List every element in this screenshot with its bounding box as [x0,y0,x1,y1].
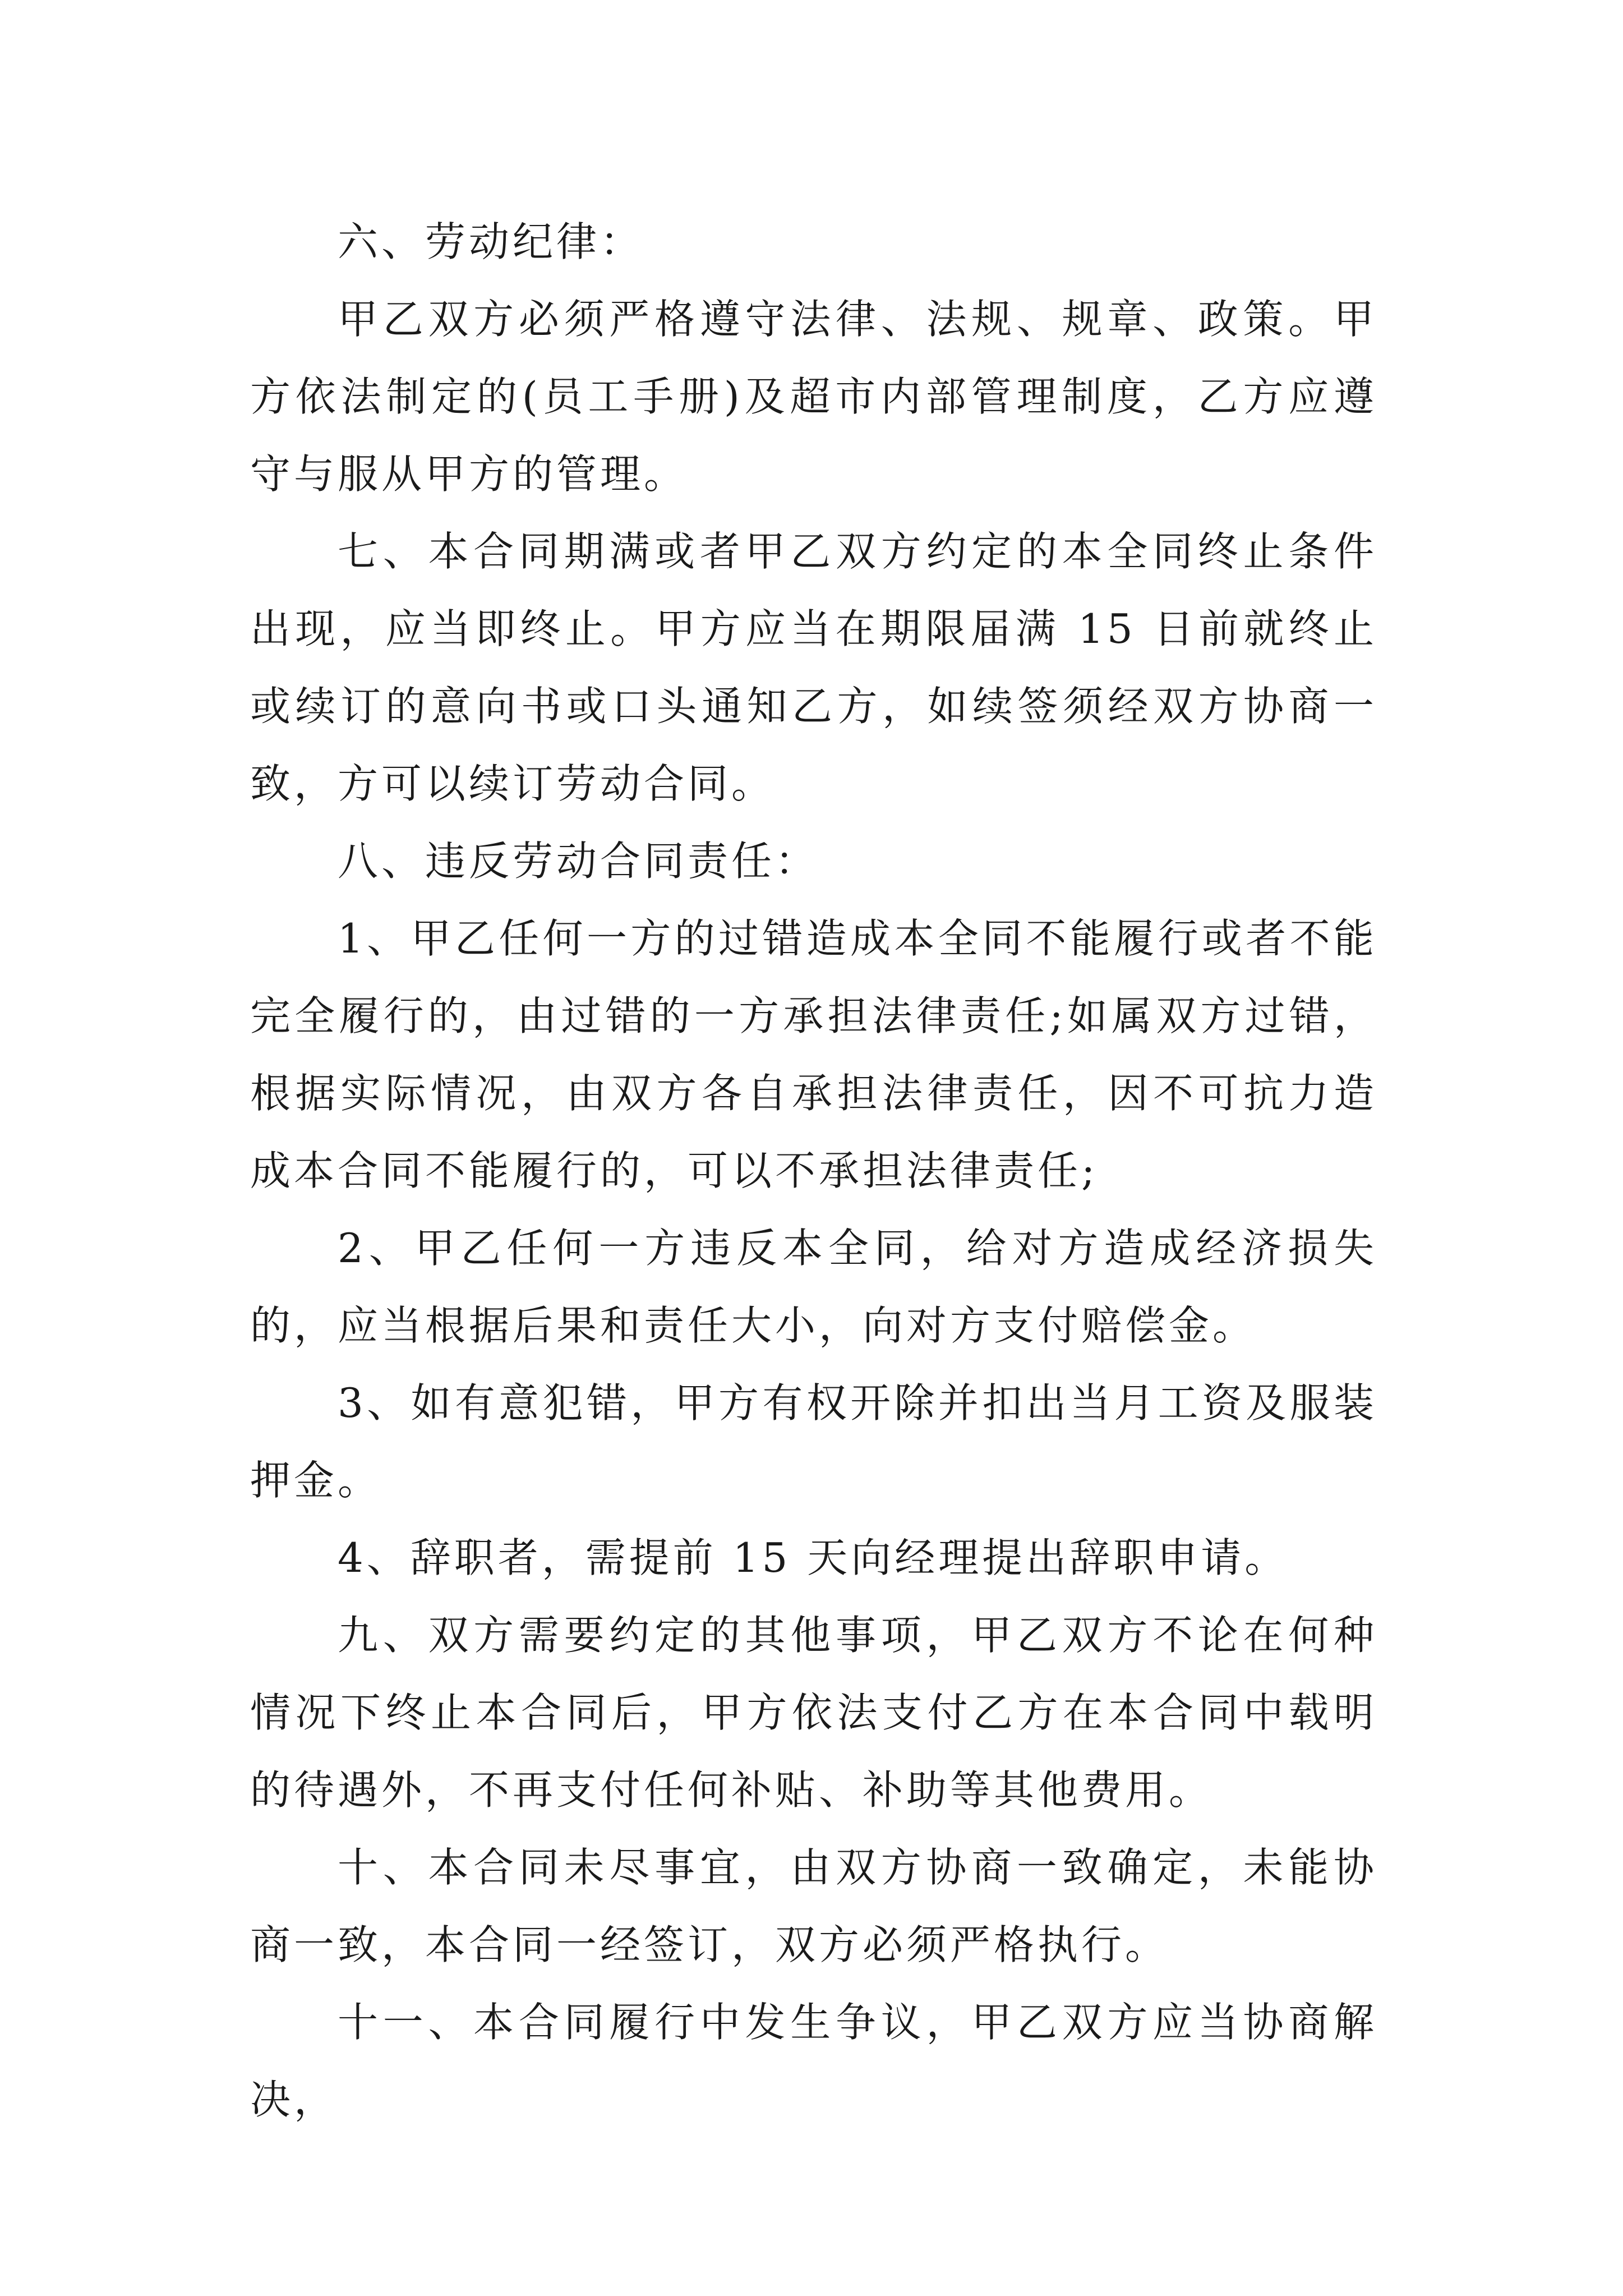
document-body [250,203,1377,2138]
paragraph-discipline-rules: 甲乙双方必须严格遵守法律、法规、规章、政策。甲方依法制定的(员工手册)及超市内部管理制度，乙方应遵守与服从甲方的管理。 [250,296,1377,498]
paragraph-unresolved-matters: 十、本合同未尽事宜，由双方协商一致确定，未能协商一致，本合同一经签订，双方必须严格执行。 [250,1844,1377,1968]
section-heading-labor-discipline: 六、劳动纪律： [338,218,644,265]
paragraph-other-matters: 九、双方需要约定的其他事项，甲乙双方不论在何种情况下终止本合同后，甲方依法支付乙方在本合同中载明的待遇外，不再支付任何补贴、补助等其他费用。 [250,1612,1377,1814]
clause-2-compensation: 2、甲乙任何一方违反本全同，给对方造成经济损失的，应当根据后果和责任大小，向对方支付赔偿金。 [250,1225,1377,1349]
section-heading-breach-liability: 八、违反劳动合同责任： [338,838,819,885]
paragraph-dispute-resolution: 十一、本合同履行中发生争议，甲乙双方应当协商解决， [250,1999,1377,2123]
clause-3-dismissal: 3、如有意犯错，甲方有权开除并扣出当月工资及服装押金。 [250,1379,1377,1504]
paragraph-contract-termination: 七、本合同期满或者甲乙双方约定的本全同终止条件出现，应当即终止。甲方应当在期限届满 15 日前就终止或续订的意向书或口头通知乙方，如续签须经双方协商一致，方可以续订劳动合同。 [250,528,1377,807]
clause-4-resignation: 4、辞职者，需提前 15 天向经理提出辞职申请。 [338,1534,1289,1581]
clause-1-fault-liability: 1、甲乙任何一方的过错造成本全同不能履行或者不能完全履行的，由过错的一方承担法律责任;如属双方过错，根据实际情况，由双方各自承担法律责任，因不可抗力造成本合同不能履行的，可以不承担法律责任; [250,915,1377,1194]
